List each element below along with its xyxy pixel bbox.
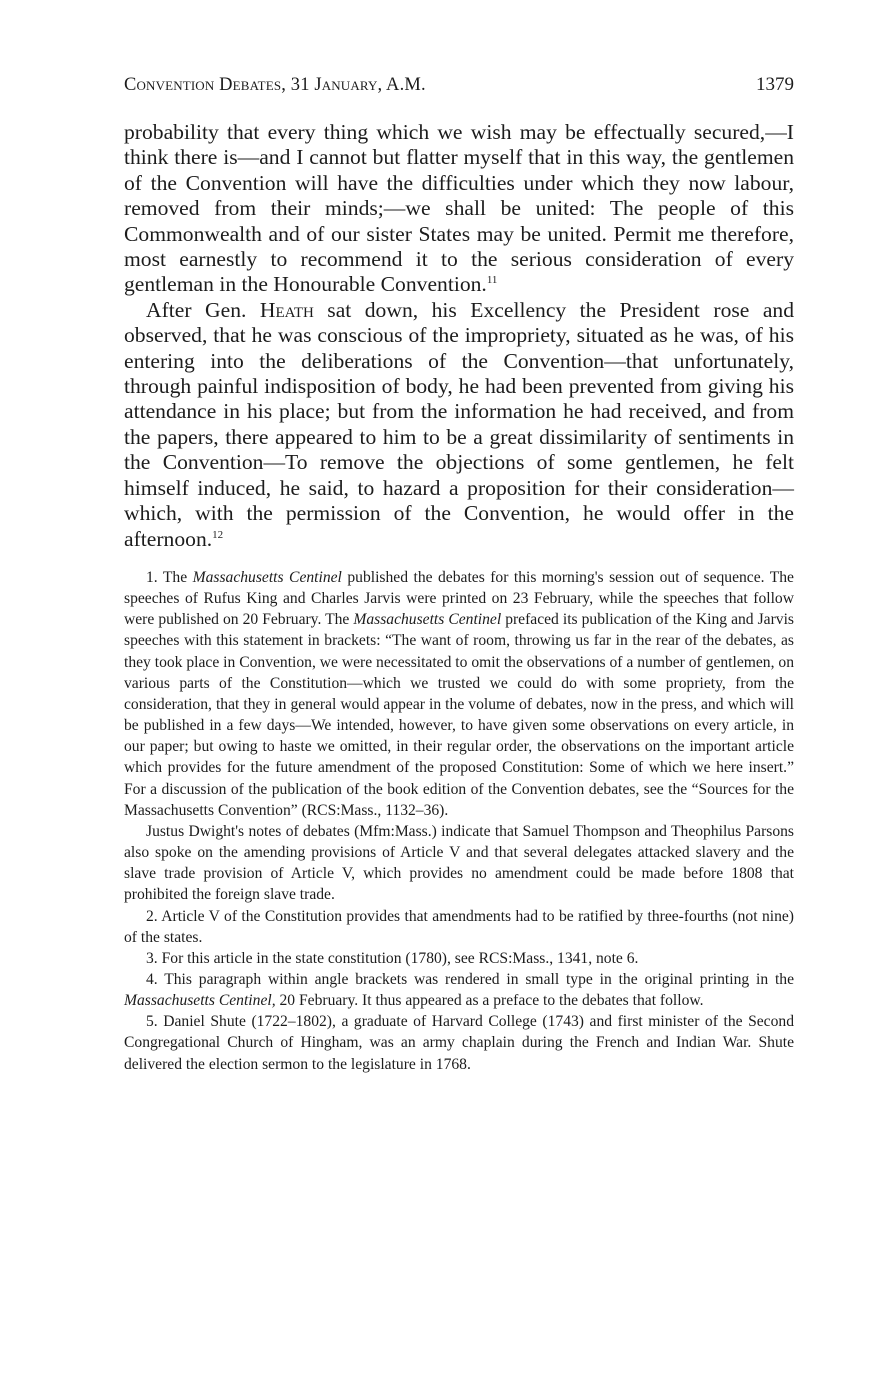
running-head-part: January [314, 75, 378, 95]
footnote-1-continued: Justus Dwight's notes of debates (Mfm:Mass.) indicate that Samuel Thompson and Theophilus Parsons also spoke on the amending provisions of Article V and that several delegates attacked slavery and the slave trade provision of Article V, which provides no amendment could be made before 1808 that prohibited the foreign slave trade. [124, 822, 794, 904]
footnotes [124, 567, 794, 1075]
footnote-ref: 11 [486, 274, 498, 287]
note-text: 20 February. It thus appeared as a preface to the debates that follow. [275, 992, 704, 1010]
page-number: 1379 [756, 74, 794, 95]
body-paragraph [124, 298, 794, 552]
footnote-3: 3. For this article in the state constitution (1780), see RCS:Mass., 1341, note 6. [146, 949, 639, 967]
footnote-1 [124, 567, 794, 821]
running-head-part: Convention Debates [124, 75, 282, 95]
running-head-part: , 31 [281, 75, 315, 95]
footnote-2: 2. Article V of the Constitution provides that amendments had to be ratified by three-fourths (not nine) of the states. [124, 907, 794, 946]
note-text: 4. This paragraph within angle brackets was rendered in small type in the original printing in the [146, 970, 794, 988]
page-header [124, 74, 794, 102]
footnote-4 [124, 969, 794, 1011]
publication-title: Massachusetts Centinel [192, 569, 342, 586]
footnote-ref: 12 [212, 528, 224, 541]
note-text: 1. The [146, 569, 193, 586]
main-text [124, 120, 794, 552]
running-head [124, 75, 426, 96]
publication-title: Massachusetts Centinel [353, 611, 502, 629]
speaker-name: Heath [259, 297, 314, 322]
note-text: published the debates for this morning's session out of sequence. The speeches of Rufus King and Charles Jarvis were printed on 23 February, while the speeches that follow were published on 20 February. The [124, 569, 794, 629]
running-head-part: , A.M. [377, 75, 426, 95]
note-text: prefaced its publication of the King and Jarvis speeches with this statement in brackets: “The want of room, throwing us far in the rear of the debates, as they took place in Convention, we were necessitated to omit the observations of a number of gentlemen, on various parts of the Constitution—which we trusted we could do with some propriety, from the consideration, that they in general would appear in the volume of debates, now in the press, and which will be published in a few days—We intended, however, to have given some observations on every article, in our paper; but owing to haste we omitted, in their regular order, the observations on the important article which provides for the future amendment of the proposed Constitution: Some of which we here insert.” For a discussion of the publication of the book edition of the Convention debates, see the “Sources for the Massachusetts Convention” (RCS:Mass., 1132–36). [124, 611, 794, 819]
paragraph-text: sat down, his Excellency the President rose and observed, that he was conscious of the impropriety, situated as he was, of his entering into the deliberations of the Convention—that unfortunately, through painful indisposition of body, he had been prevented from giving his attendance in his place; but from the information he had received, and from the papers, there appeared to him to be a great dissimilarity of sentiments in the Convention—To remove the objections of some gentlemen, he felt himself induced, he said, to hazard a proposition for their consideration—which, with the permission of the Convention, he would offer in the afternoon. [124, 297, 795, 551]
publication-title: Massachusetts Centinel, [124, 992, 276, 1010]
paragraph-lead: After Gen. [146, 297, 260, 322]
body-paragraph [124, 120, 794, 298]
paragraph-text: probability that every thing which we wish may be effectually secured,—I think there is—and I cannot but flatter myself that in this way, the gentlemen of the Convention will have the difficulties under which they now labour, removed from their minds;—we shall be united: The people of this Commonwealth and of our sister States may be united. Permit me therefore, most earnestly to recommend it to the serious consideration of every gentleman in the Honourable Convention. [124, 120, 794, 297]
footnote-5: 5. Daniel Shute (1722–1802), a graduate of Harvard College (1743) and first minister of the Second Congregational Church of Hingham, was an army chaplain during the French and Indian War. Shute delivered the election sermon to the legislature in 1768. [124, 1013, 794, 1073]
